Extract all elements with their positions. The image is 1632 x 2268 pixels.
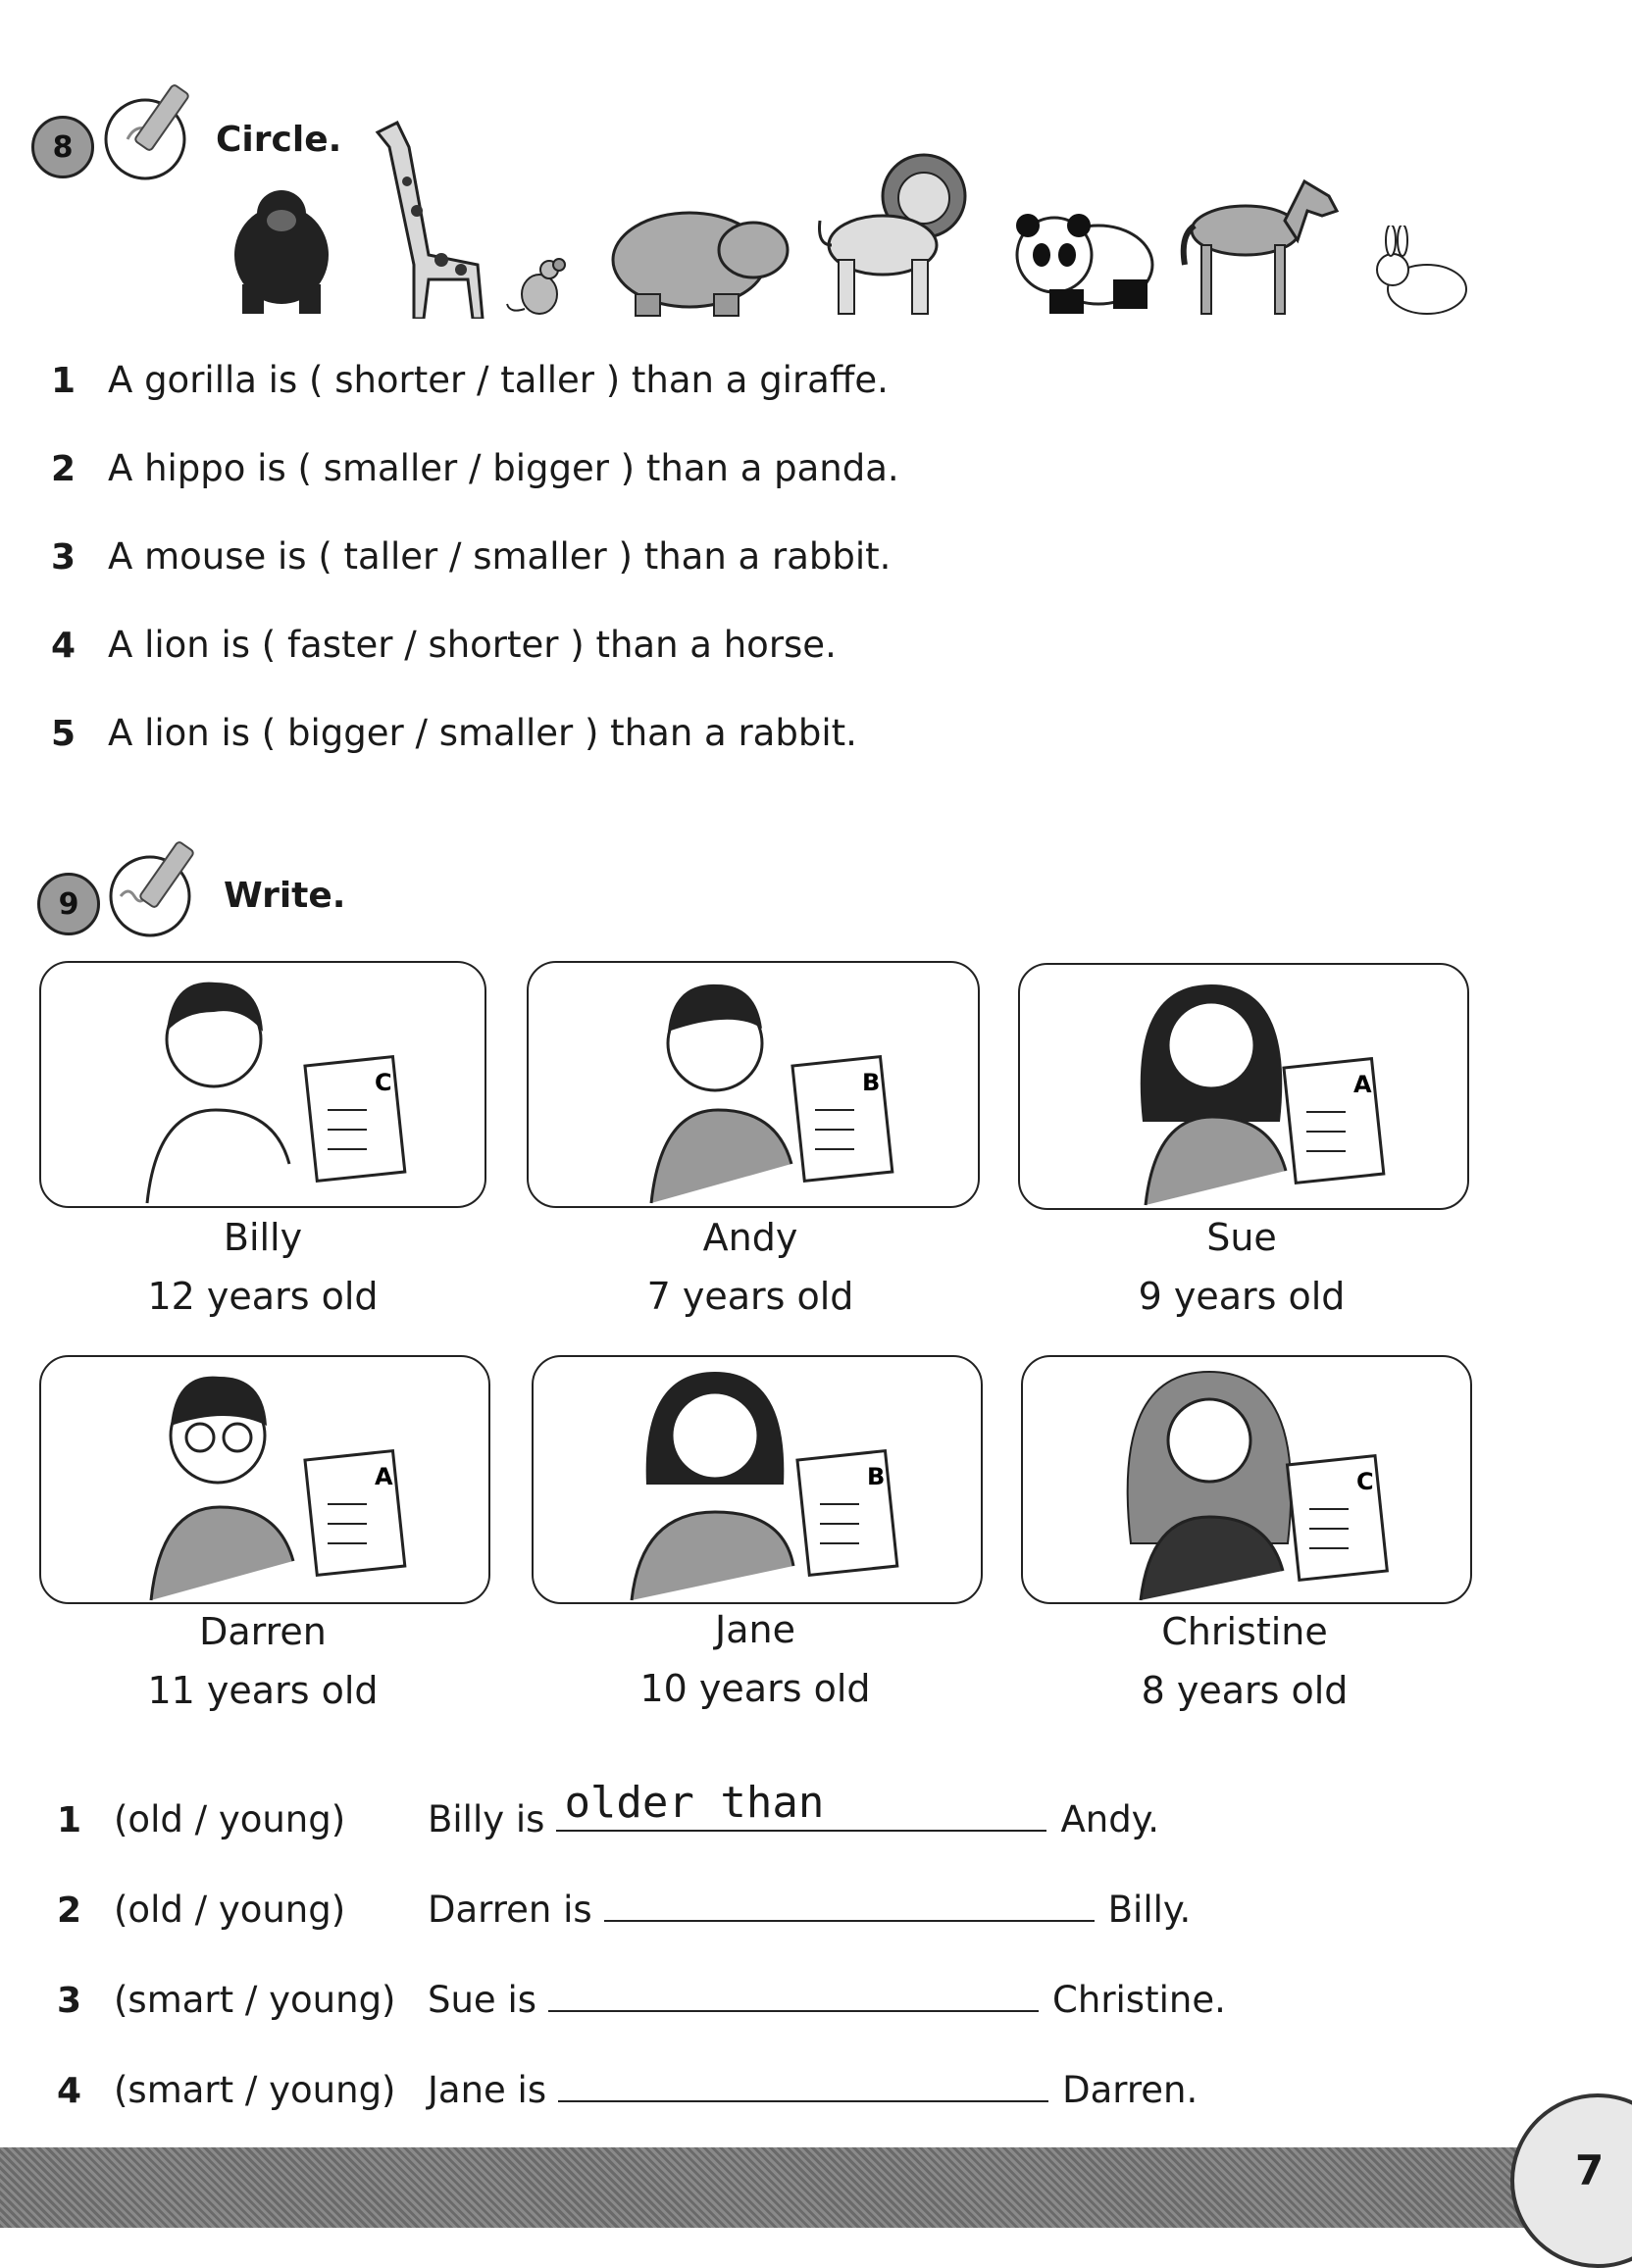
question-number: 1 [57, 1800, 82, 1840]
sentence-number: 3 [51, 537, 76, 578]
question-subject: Darren is [428, 1889, 592, 1931]
giraffe-icon [358, 103, 490, 319]
sentence-text: A lion is ( faster / shorter ) than a horse. [108, 624, 837, 666]
write-question [57, 2057, 1198, 2111]
sentence-text: A lion is ( bigger / smaller ) than a rabbit. [108, 712, 857, 754]
person-age: 12 years old [147, 1275, 379, 1318]
answer-blank[interactable] [548, 1967, 1039, 2012]
write-question [57, 1778, 1160, 1840]
boy-with-test-icon [529, 963, 978, 1206]
sentence-number: 5 [51, 714, 76, 754]
answer-blank[interactable] [556, 1778, 1046, 1832]
grade-letter: A [1353, 1071, 1372, 1098]
sentence-number: 2 [51, 449, 76, 489]
sentence-text: A hippo is ( smaller / bigger ) than a panda. [108, 447, 899, 489]
circle-sentence [51, 624, 837, 666]
grade-letter: C [375, 1069, 392, 1096]
question-subject: Billy is [428, 1798, 545, 1840]
person-name: Sue [1206, 1216, 1277, 1259]
girl-with-test-icon [1020, 965, 1467, 1208]
circle-sentence [51, 535, 891, 578]
boy-with-test-icon [41, 1357, 488, 1602]
person-name: Billy [223, 1216, 303, 1259]
exercise-number: 8 [52, 129, 74, 165]
question-object: Andy. [1060, 1798, 1160, 1840]
circle-sentence [51, 359, 889, 401]
sentence-number: 1 [51, 361, 76, 401]
gorilla-icon [221, 176, 343, 319]
question-number: 3 [57, 1981, 82, 2021]
girl-with-test-icon [1023, 1357, 1470, 1602]
exercise-number: 9 [58, 886, 79, 922]
lion-icon [814, 147, 971, 324]
grade-letter: B [867, 1463, 886, 1490]
girl-with-test-icon [534, 1357, 981, 1602]
page-number-tab [1510, 2093, 1632, 2268]
question-object: Darren. [1062, 2069, 1198, 2111]
question-number: 4 [57, 2071, 82, 2111]
grade-letter: B [862, 1069, 881, 1096]
mouse-icon [505, 255, 579, 319]
answer-blank[interactable] [558, 2057, 1048, 2102]
person-age: 11 years old [147, 1669, 379, 1712]
exercise-8-badge [31, 116, 94, 178]
circle-sentence [51, 447, 899, 489]
question-object: Billy. [1107, 1889, 1192, 1931]
grade-letter: C [1356, 1468, 1374, 1495]
person-name: Christine [1161, 1610, 1328, 1653]
footer-band [0, 2147, 1632, 2228]
person-card [39, 961, 486, 1208]
question-number: 2 [57, 1890, 82, 1931]
answer-blank[interactable] [604, 1877, 1095, 1922]
handwritten-answer: older than [564, 1778, 825, 1828]
person-age: 7 years old [646, 1275, 854, 1318]
question-hint: (smart / young) [114, 2069, 396, 2111]
boy-with-test-icon [41, 963, 484, 1206]
person-name: Darren [199, 1610, 327, 1653]
sentence-text: A gorilla is ( shorter / taller ) than a giraffe. [108, 359, 889, 401]
exercise-9-title: Write. [224, 876, 346, 916]
person-age: 9 years old [1138, 1275, 1346, 1318]
person-age: 10 years old [639, 1667, 871, 1710]
person-card [1018, 963, 1469, 1210]
person-name: Andy [702, 1216, 798, 1259]
question-subject: Jane is [428, 2069, 547, 2111]
question-hint: (old / young) [114, 1889, 346, 1931]
question-hint: (old / young) [114, 1798, 346, 1840]
person-card [39, 1355, 490, 1604]
pencil-circle-icon [98, 78, 216, 186]
rabbit-icon [1363, 226, 1476, 319]
page-number: 7 [1575, 2146, 1605, 2194]
sentence-number: 4 [51, 626, 76, 666]
person-card [1021, 1355, 1472, 1604]
person-age: 8 years old [1141, 1669, 1349, 1712]
question-subject: Sue is [428, 1979, 537, 2021]
exercise-8-title: Circle. [216, 120, 342, 160]
write-question [57, 1877, 1191, 1931]
write-question [57, 1967, 1226, 2021]
pencil-write-icon [103, 835, 221, 943]
person-name: Jane [715, 1608, 795, 1651]
exercise-9-badge [37, 873, 100, 935]
circle-sentence [51, 712, 857, 754]
person-card [532, 1355, 983, 1604]
hippo-icon [606, 191, 792, 319]
person-card [527, 961, 980, 1208]
grade-letter: A [375, 1463, 393, 1490]
panda-icon [1010, 206, 1157, 319]
horse-icon [1177, 172, 1349, 319]
question-hint: (smart / young) [114, 1979, 396, 2021]
sentence-text: A mouse is ( taller / smaller ) than a rabbit. [108, 535, 892, 578]
question-object: Christine. [1052, 1979, 1226, 2021]
